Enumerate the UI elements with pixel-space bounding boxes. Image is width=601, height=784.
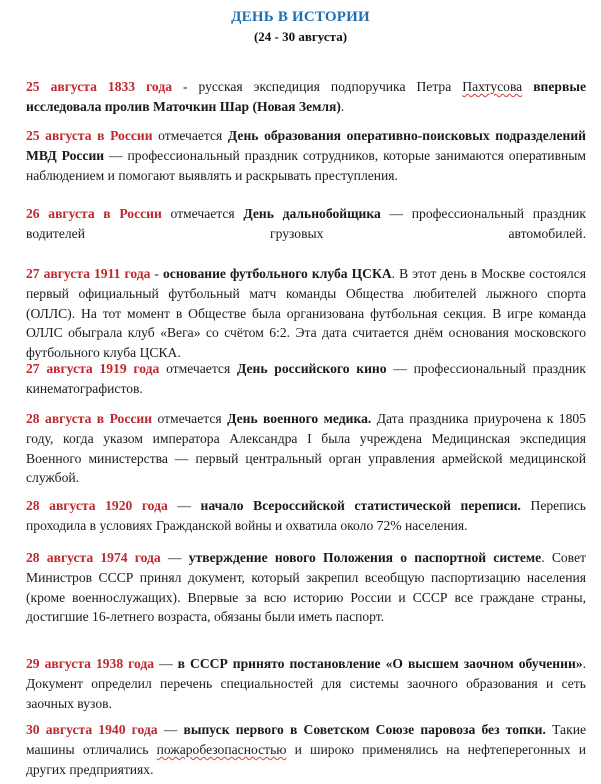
entry-bold-text: выпуск первого в Советском Союзе паровоза без топки.	[183, 722, 546, 737]
history-entry	[26, 654, 586, 713]
entry-text: Такие машины отличались	[26, 722, 587, 757]
history-entry	[26, 496, 586, 536]
entry-bold-text: утверждение нового Положения о паспортной системе	[188, 550, 542, 565]
entry-text: .	[340, 98, 345, 114]
history-entry	[26, 548, 586, 627]
entry-date: 30 августа 1940 года	[26, 722, 158, 737]
entry-bold-text: День образования оперативно-поисковых подразделений МВД России	[26, 128, 586, 163]
entry-text: -	[150, 266, 163, 281]
entry-date: 26 августа в России	[26, 206, 162, 221]
entry-text: отмечается	[159, 361, 237, 376]
entry-text: — профессиональный праздник сотрудников, которые занимаются оперативным наблюдением и помогают выявлять и раскрывать преступления.	[26, 147, 587, 183]
entry-bold-text: День российского кино	[236, 361, 387, 376]
entry-text: и широко применялись на нефтеперегонных и других предприятиях.	[26, 741, 586, 777]
history-entry	[26, 409, 586, 488]
entry-date: 27 августа 1911 года	[26, 266, 151, 281]
entry-date: 28 августа 1920 года	[26, 498, 168, 513]
entry-date: 27 августа 1919 года	[26, 361, 160, 376]
history-entry	[26, 126, 586, 185]
entry-bold-text: начало Всероссийской статистической переписи.	[200, 498, 521, 513]
entry-text: . Документ определил перечень специальностей для системы заочного образования и сеть заочных вузов.	[26, 656, 586, 711]
entry-text: — профессиональный праздник водителей грузовых автомобилей.	[26, 206, 587, 241]
page-subtitle: (24 - 30 августа)	[253, 29, 348, 44]
entry-text: Дата праздника приурочена к 1805 году, когда указом императора Александра I была учреждена Медицинская экспедиция Военного министерства — первый центральный орган управления армейской медицинской службой.	[26, 411, 586, 486]
entry-text: Перепись проходила в условиях Гражданской войны и охватила около 72% населения.	[26, 498, 586, 533]
entry-bold-text: в СССР принято постановление «О высшем заочном обучении»	[177, 656, 583, 671]
history-entry	[26, 359, 586, 399]
history-entry	[26, 720, 586, 779]
entry-date: 29 августа 1938 года	[26, 656, 155, 671]
entry-text	[522, 79, 533, 94]
entry-bold-text: День дальнобойщика	[243, 206, 381, 221]
entry-underlined-text: Пахтусова	[462, 79, 523, 94]
entry-bold-text: впервые исследовала пролив Маточкин Шар (Новая Земля)	[26, 79, 586, 114]
entry-text: . В этот день в Москве состоялся первый официальный футбольный матч команды Общества любителей лыжного спорта (ОЛЛС). На тот момент в Обществе была организована футбольная секция. В игре команда ОЛЛС обыграла клуб «Вега» со счётом 6:2. Эта дата считается днём основания московского футбольного клуба ЦСКА.	[26, 266, 586, 361]
entry-date: 28 августа в России	[26, 411, 153, 426]
entry-text: —	[167, 498, 201, 513]
entry-text: —	[160, 550, 189, 565]
entry-bold-text: основание футбольного клуба ЦСКА	[163, 266, 392, 281]
entry-text: — профессиональный праздник кинематографистов.	[26, 361, 586, 396]
entry-date: 25 августа 1833 года	[26, 79, 172, 94]
entry-text: —	[157, 722, 184, 737]
entry-text: . Совет Министров СССР принял документ, который закрепил всеобщую паспортизацию населения (кроме военнослужащих). Впервые за всю историю России и СССР все граждане страны, достигшие 16-летнего возраста, обязаны были иметь паспорт.	[26, 550, 586, 625]
entry-text: отмечается	[152, 411, 228, 426]
entry-bold-text: День военного медика.	[227, 411, 372, 426]
history-entry	[26, 77, 586, 117]
page-title: ДЕНЬ В ИСТОРИИ	[231, 9, 370, 25]
entry-underlined-text: пожаробезопасностью	[156, 741, 287, 757]
entry-date: 25 августа в России	[26, 128, 153, 143]
history-entry	[26, 204, 586, 244]
entry-text: —	[154, 656, 178, 671]
entry-text: отмечается	[161, 206, 244, 221]
entry-text: отмечается	[152, 128, 228, 143]
entry-text: - русская экспедиция подпоручика Петра	[172, 79, 463, 94]
history-entry	[26, 264, 586, 363]
entry-date: 28 августа 1974 года	[26, 550, 161, 565]
